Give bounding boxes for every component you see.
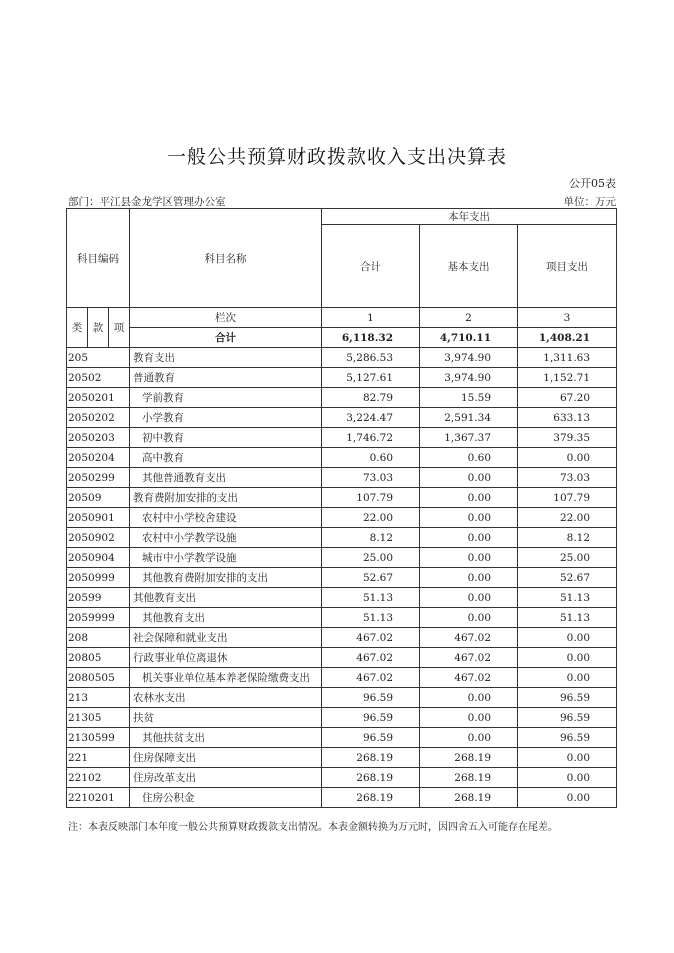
project-amount-cell: 379.35 — [518, 428, 617, 448]
header-subject-code: 科目编码 — [67, 209, 130, 308]
subject-code-cell: 20509 — [67, 488, 130, 508]
project-amount-cell: 73.03 — [518, 468, 617, 488]
subject-name-cell: 扶贫 — [130, 708, 322, 728]
table-row — [67, 668, 617, 688]
total-amount-cell: 268.19 — [322, 768, 420, 788]
table-row — [67, 468, 617, 488]
basic-amount-cell: 0.00 — [420, 468, 518, 488]
table-row — [67, 608, 617, 628]
project-amount-cell: 107.79 — [518, 488, 617, 508]
subject-code-cell: 20599 — [67, 588, 130, 608]
table-row — [67, 688, 617, 708]
subject-code-cell: 21305 — [67, 708, 130, 728]
table-row — [67, 528, 617, 548]
subject-name-cell: 其他普通教育支出 — [130, 468, 322, 488]
table-row — [67, 448, 617, 468]
subject-code-cell: 2050299 — [67, 468, 130, 488]
header-subject-name: 科目名称 — [130, 209, 322, 308]
table-row — [67, 648, 617, 668]
header-kuan: 款 — [88, 308, 109, 348]
table-row — [67, 728, 617, 748]
total-amount-cell: 25.00 — [322, 548, 420, 568]
table-row — [67, 568, 617, 588]
column-number-3: 3 — [518, 308, 617, 328]
project-amount-cell: 51.13 — [518, 608, 617, 628]
basic-amount-cell: 467.02 — [420, 628, 518, 648]
total-amount-cell: 268.19 — [322, 788, 420, 808]
total-amount-cell: 268.19 — [322, 748, 420, 768]
basic-amount-cell: 0.00 — [420, 568, 518, 588]
subject-name-cell: 学前教育 — [130, 388, 322, 408]
total-amount-cell: 51.13 — [322, 608, 420, 628]
basic-amount-cell: 0.00 — [420, 528, 518, 548]
header-lei: 类 — [67, 308, 88, 348]
total-amount-cell: 0.60 — [322, 448, 420, 468]
subject-name-cell: 住房保障支出 — [130, 748, 322, 768]
project-amount-cell: 96.59 — [518, 728, 617, 748]
subject-code-cell: 2050901 — [67, 508, 130, 528]
subject-name-cell: 行政事业单位离退休 — [130, 648, 322, 668]
basic-amount-cell: 0.00 — [420, 688, 518, 708]
basic-amount-cell: 268.19 — [420, 748, 518, 768]
basic-amount-cell: 0.00 — [420, 708, 518, 728]
project-amount-cell: 96.59 — [518, 708, 617, 728]
subject-code-cell: 2050902 — [67, 528, 130, 548]
project-amount-cell: 67.20 — [518, 388, 617, 408]
header-xiang: 项 — [109, 308, 130, 348]
basic-amount-cell: 0.00 — [420, 488, 518, 508]
basic-amount-cell: 1,367.37 — [420, 428, 518, 448]
basic-amount-cell: 15.59 — [420, 388, 518, 408]
sum-row — [67, 328, 617, 348]
column-number-2: 2 — [420, 308, 518, 328]
total-amount-cell: 467.02 — [322, 668, 420, 688]
sum-basic: 4,710.11 — [420, 328, 518, 348]
header-project: 项目支出 — [518, 225, 617, 308]
subject-code-cell: 2050204 — [67, 448, 130, 468]
subject-code-cell: 2210201 — [67, 788, 130, 808]
total-amount-cell: 52.67 — [322, 568, 420, 588]
column-number-1: 1 — [322, 308, 420, 328]
total-amount-cell: 8.12 — [322, 528, 420, 548]
total-amount-cell: 22.00 — [322, 508, 420, 528]
subject-name-cell: 其他教育支出 — [130, 588, 322, 608]
project-amount-cell: 1,311.63 — [518, 348, 617, 368]
basic-amount-cell: 0.60 — [420, 448, 518, 468]
subject-name-cell: 农村中小学教学设施 — [130, 528, 322, 548]
project-amount-cell: 0.00 — [518, 648, 617, 668]
project-amount-cell: 52.67 — [518, 568, 617, 588]
table-row — [67, 548, 617, 568]
subject-name-cell: 住房公积金 — [130, 788, 322, 808]
table-row — [67, 788, 617, 808]
subject-name-cell: 其他教育费附加安排的支出 — [130, 568, 322, 588]
table-row — [67, 588, 617, 608]
basic-amount-cell: 0.00 — [420, 588, 518, 608]
total-amount-cell: 467.02 — [322, 628, 420, 648]
subject-name-cell: 其他教育支出 — [130, 608, 322, 628]
total-amount-cell: 3,224.47 — [322, 408, 420, 428]
table-row — [67, 488, 617, 508]
project-amount-cell: 0.00 — [518, 448, 617, 468]
project-amount-cell: 22.00 — [518, 508, 617, 528]
total-amount-cell: 96.59 — [322, 688, 420, 708]
basic-amount-cell: 0.00 — [420, 508, 518, 528]
total-amount-cell: 1,746.72 — [322, 428, 420, 448]
total-amount-cell: 5,286.53 — [322, 348, 420, 368]
subject-code-cell: 2080505 — [67, 668, 130, 688]
total-amount-cell: 5,127.61 — [322, 368, 420, 388]
total-amount-cell: 107.79 — [322, 488, 420, 508]
basic-amount-cell: 268.19 — [420, 768, 518, 788]
subject-code-cell: 22102 — [67, 768, 130, 788]
project-amount-cell: 0.00 — [518, 668, 617, 688]
footnote: 注：本表反映部门本年度一般公共预算财政拨款支出情况。本表金额转换为万元时，因四舍五入可能存在尾差。 — [68, 822, 558, 833]
total-amount-cell: 73.03 — [322, 468, 420, 488]
subject-code-cell: 2059999 — [67, 608, 130, 628]
basic-amount-cell: 3,974.90 — [420, 348, 518, 368]
basic-amount-cell: 467.02 — [420, 648, 518, 668]
project-amount-cell: 0.00 — [518, 628, 617, 648]
subject-code-cell: 2130599 — [67, 728, 130, 748]
project-amount-cell: 0.00 — [518, 748, 617, 768]
subject-name-cell: 教育支出 — [130, 348, 322, 368]
sum-label: 合计 — [130, 328, 322, 348]
basic-amount-cell: 2,591.34 — [420, 408, 518, 428]
subject-name-cell: 高中教育 — [130, 448, 322, 468]
form-number: 公开05表 — [569, 177, 616, 190]
project-amount-cell: 51.13 — [518, 588, 617, 608]
table-row — [67, 768, 617, 788]
table-row — [67, 388, 617, 408]
subject-name-cell: 小学教育 — [130, 408, 322, 428]
subject-name-cell: 普通教育 — [130, 368, 322, 388]
subject-code-cell: 213 — [67, 688, 130, 708]
subject-code-cell: 2050203 — [67, 428, 130, 448]
project-amount-cell: 0.00 — [518, 768, 617, 788]
header-basic: 基本支出 — [420, 225, 518, 308]
project-amount-cell: 8.12 — [518, 528, 617, 548]
header-total: 合计 — [322, 225, 420, 308]
subject-name-cell: 农林水支出 — [130, 688, 322, 708]
budget-table — [66, 208, 617, 808]
unit-label: 单位：万元 — [563, 196, 616, 208]
basic-amount-cell: 0.00 — [420, 548, 518, 568]
project-amount-cell: 633.13 — [518, 408, 617, 428]
header-current-year: 本年支出 — [322, 209, 617, 225]
total-amount-cell: 96.59 — [322, 728, 420, 748]
subject-code-cell: 221 — [67, 748, 130, 768]
subject-name-cell: 社会保障和就业支出 — [130, 628, 322, 648]
subject-name-cell: 机关事业单位基本养老保险缴费支出 — [130, 668, 322, 688]
total-amount-cell: 82.79 — [322, 388, 420, 408]
basic-amount-cell: 3,974.90 — [420, 368, 518, 388]
subject-code-cell: 208 — [67, 628, 130, 648]
subject-code-cell: 2050904 — [67, 548, 130, 568]
project-amount-cell: 0.00 — [518, 788, 617, 808]
subject-name-cell: 教育费附加安排的支出 — [130, 488, 322, 508]
table-row — [67, 508, 617, 528]
total-amount-cell: 96.59 — [322, 708, 420, 728]
subject-name-cell: 初中教育 — [130, 428, 322, 448]
subject-name-cell: 其他扶贫支出 — [130, 728, 322, 748]
table-row — [67, 428, 617, 448]
basic-amount-cell: 467.02 — [420, 668, 518, 688]
table-row — [67, 748, 617, 768]
department-label: 部门：平江县金龙学区管理办公室 — [68, 196, 226, 208]
table-row — [67, 408, 617, 428]
basic-amount-cell: 0.00 — [420, 608, 518, 628]
subject-code-cell: 20502 — [67, 368, 130, 388]
project-amount-cell: 25.00 — [518, 548, 617, 568]
sum-total: 6,118.32 — [322, 328, 420, 348]
basic-amount-cell: 268.19 — [420, 788, 518, 808]
subject-code-cell: 2050202 — [67, 408, 130, 428]
project-amount-cell: 96.59 — [518, 688, 617, 708]
project-amount-cell: 1,152.71 — [518, 368, 617, 388]
total-amount-cell: 467.02 — [322, 648, 420, 668]
total-amount-cell: 51.13 — [322, 588, 420, 608]
subject-code-cell: 20805 — [67, 648, 130, 668]
sum-project: 1,408.21 — [518, 328, 617, 348]
subject-name-cell: 农村中小学校舍建设 — [130, 508, 322, 528]
subject-code-cell: 205 — [67, 348, 130, 368]
header-column-order: 栏次 — [130, 308, 322, 328]
subject-code-cell: 2050201 — [67, 388, 130, 408]
table-row — [67, 628, 617, 648]
table-row — [67, 708, 617, 728]
table-row — [67, 368, 617, 388]
table-row — [67, 348, 617, 368]
subject-code-cell: 2050999 — [67, 568, 130, 588]
page-title: 一般公共预算财政拨款收入支出决算表 — [166, 146, 507, 168]
basic-amount-cell: 0.00 — [420, 728, 518, 748]
subject-name-cell: 住房改革支出 — [130, 768, 322, 788]
subject-name-cell: 城市中小学教学设施 — [130, 548, 322, 568]
